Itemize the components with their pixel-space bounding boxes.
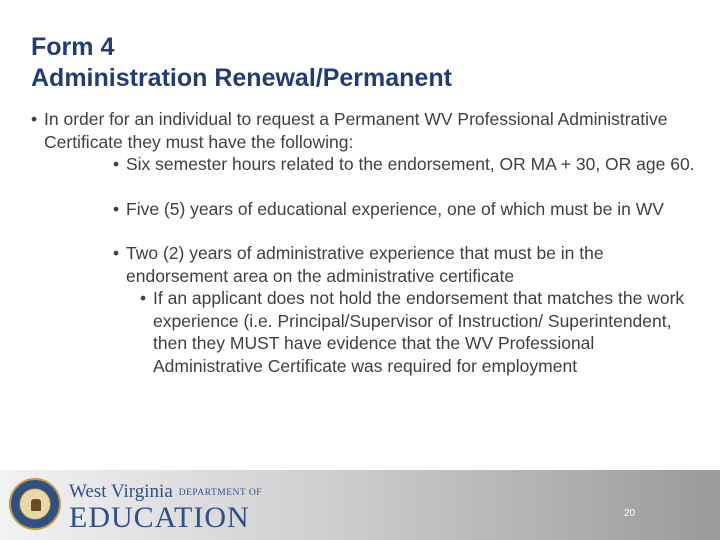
title-line-2: Administration Renewal/Permanent <box>31 64 452 92</box>
logo-state: West Virginia <box>69 481 173 502</box>
bullet-admin-experience <box>31 242 701 287</box>
title-line-1: Form 4 <box>31 33 115 61</box>
bullet-text: Five (5) years of educational experience, one of which must be in WV <box>126 198 664 219</box>
bullet-dot: • <box>113 243 120 263</box>
bullet-semester-hours <box>31 153 701 176</box>
slide-title <box>31 32 452 94</box>
bullet-dot: • <box>113 154 120 174</box>
state-seal-icon <box>9 478 61 530</box>
footer-bar <box>0 470 720 540</box>
slide-content <box>31 108 701 377</box>
logo-state-name <box>69 482 262 503</box>
bullet-dot: • <box>113 198 120 219</box>
bullet-dot: • <box>31 109 38 129</box>
bullet-text: If an applicant does not hold the endorsement that matches the work experience (i.e. Principal/Supervisor of Instruction/ Superintendent, then they MUST have evidence that the WV Professional Administrative Certificate was required for employment <box>153 288 685 376</box>
bullet-intro <box>31 108 701 153</box>
bullet-dot: • <box>140 288 147 308</box>
bullet-text: Six semester hours related to the endorsement, OR MA + 30, OR age 60. <box>126 154 695 174</box>
page-number: 20 <box>624 508 636 519</box>
bullet-education-experience <box>31 198 701 221</box>
logo-education: EDUCATION <box>69 501 250 534</box>
logo-dept: DEPARTMENT OF <box>178 488 263 498</box>
seal-center <box>19 488 51 520</box>
bullet-text: Two (2) years of administrative experience that must be in the endorsement area on the administrative certificate <box>126 243 604 286</box>
bullet-endorsement-mismatch <box>31 287 701 377</box>
seal-figure <box>31 499 41 511</box>
bullet-text: In order for an individual to request a Permanent WV Professional Administrative Certificate they must have the following: <box>44 109 668 152</box>
